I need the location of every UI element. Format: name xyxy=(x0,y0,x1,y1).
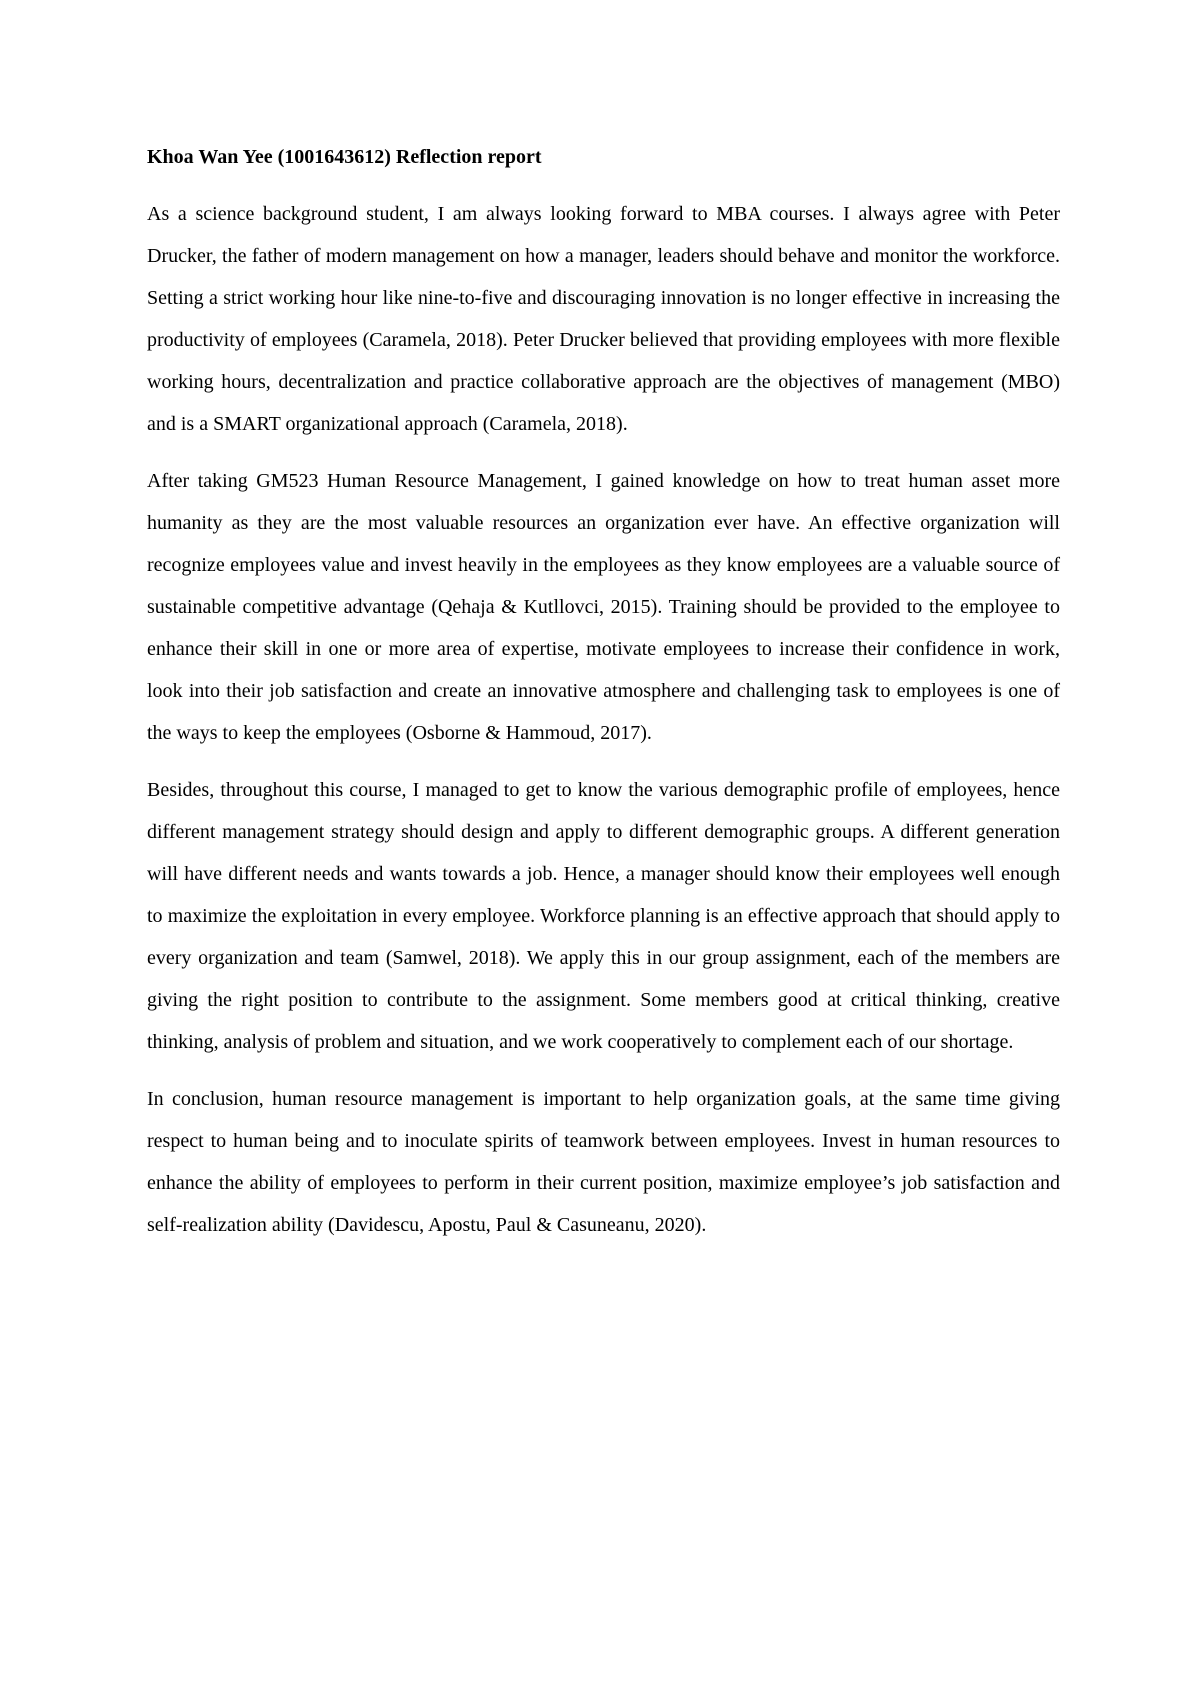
paragraph-3: Besides, throughout this course, I managed to get to know the various demographic profile of employees, hence different management strategy should design and apply to different demographic groups. A different generation will have different needs and wants towards a job. Hence, a manager should know their employees well enough to maximize the exploitation in every employee. Workforce planning is an effective approach that should apply to every organization and team (Samwel, 2018). We apply this in our group assignment, each of the members are giving the right position to contribute to the assignment. Some members good at critical thinking, creative thinking, analysis of problem and situation, and we work cooperatively to complement each of our shortage. xyxy=(147,779,1060,1053)
document-title: Khoa Wan Yee (1001643612) Reflection report xyxy=(147,146,542,168)
paragraph-4: In conclusion, human resource management is important to help organization goals, at the same time giving respect to human being and to inoculate spirits of teamwork between employees. Invest in human resources to enhance the ability of employees to perform in their current position, maximize employee’s job satisfaction and self-realization ability (Davidescu, Apostu, Paul & Casuneanu, 2020). xyxy=(147,1088,1060,1236)
paragraph-1: As a science background student, I am always looking forward to MBA courses. I always agree with Peter Drucker, the father of modern management on how a manager, leaders should behave and monitor the workforce. Setting a strict working hour like nine-to-five and discouraging innovation is no longer effective in increasing the productivity of employees (Caramela, 2018). Peter Drucker believed that providing employees with more flexible working hours, decentralization and practice collaborative approach are the objectives of management (MBO) and is a SMART organizational approach (Caramela, 2018). xyxy=(147,203,1060,435)
document-body xyxy=(147,143,1060,1261)
paragraph-2: After taking GM523 Human Resource Management, I gained knowledge on how to treat human asset more humanity as they are the most valuable resources an organization ever have. An effective organization will recognize employees value and invest heavily in the employees as they know employees are a valuable source of sustainable competitive advantage (Qehaja & Kutllovci, 2015). Training should be provided to the employee to enhance their skill in one or more area of expertise, motivate employees to increase their confidence in work, look into their job satisfaction and create an innovative atmosphere and challenging task to employees is one of the ways to keep the employees (Osborne & Hammoud, 2017). xyxy=(147,470,1060,744)
